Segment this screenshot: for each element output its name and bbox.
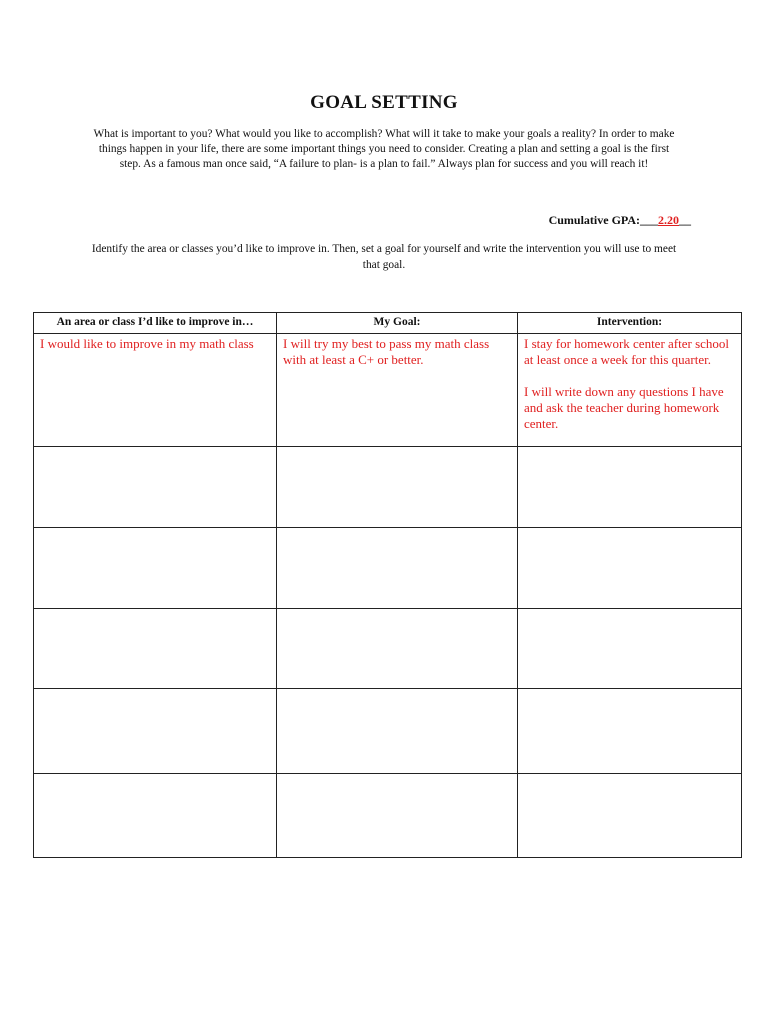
area-cell[interactable] [34, 528, 277, 609]
intro-paragraph: What is important to you? What would you like to accomplish? What will it take to make your goals a reality? In order to make things happen in your life, there are some important things you need to consider. Creating a plan and setting a goal is the first step. As a famous man once said, “A failure to plan- is a plan to fail.” Always plan for success and you will reach it! [93, 128, 675, 170]
area-cell[interactable] [34, 334, 277, 447]
table-row [34, 609, 742, 689]
table-row [34, 774, 742, 858]
goal-cell[interactable] [277, 609, 518, 689]
instructions-paragraph: Identify the area or classes you’d like to improve in. Then, set a goal for yourself and write the intervention you will use to meet that goal. [91, 243, 677, 271]
goal-cell[interactable] [277, 528, 518, 609]
goal-cell[interactable] [277, 689, 518, 774]
gpa-blank-before: ___ [640, 213, 658, 227]
goal-table [33, 312, 742, 858]
table-row [34, 528, 742, 609]
area-cell[interactable] [34, 447, 277, 528]
intervention-text-2: I will write down any questions I have and ask the teacher during homework center. [524, 384, 724, 431]
intervention-cell[interactable] [518, 447, 742, 528]
gpa-blank-after: __ [679, 213, 691, 227]
gpa-label: Cumulative GPA: [548, 213, 640, 227]
intervention-cell[interactable] [518, 528, 742, 609]
gpa-value[interactable]: 2.20 [658, 213, 679, 227]
goal-cell[interactable] [277, 447, 518, 528]
header-area: An area or class I’d like to improve in… [34, 313, 277, 334]
gpa-line [549, 213, 691, 228]
area-text: I would like to improve in my math class [40, 336, 254, 351]
table-row [34, 447, 742, 528]
area-cell[interactable] [34, 774, 277, 858]
table-row [34, 689, 742, 774]
intervention-cell[interactable] [518, 334, 742, 447]
table-header-row [34, 313, 742, 334]
header-goal: My Goal: [277, 313, 518, 334]
intervention-cell[interactable] [518, 774, 742, 858]
goal-cell[interactable] [277, 774, 518, 858]
intervention-cell[interactable] [518, 689, 742, 774]
goal-text: I will try my best to pass my math class with at least a C+ or better. [283, 336, 490, 367]
intervention-cell[interactable] [518, 609, 742, 689]
area-cell[interactable] [34, 609, 277, 689]
page-title: GOAL SETTING [310, 92, 458, 113]
goal-cell[interactable] [277, 334, 518, 447]
intervention-text-1: I stay for homework center after school at least once a week for this quarter. [524, 336, 730, 367]
header-intervention: Intervention: [518, 313, 742, 334]
area-cell[interactable] [34, 689, 277, 774]
table-row [34, 334, 742, 447]
